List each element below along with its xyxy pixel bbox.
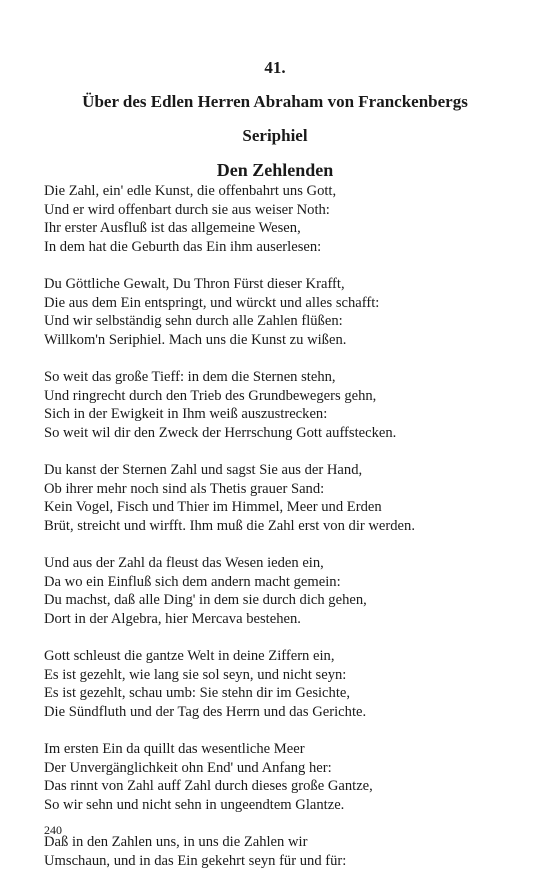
verse-line: So wir sehn und nicht sehn in ungeendtem Glantze. bbox=[44, 796, 345, 813]
poem-number: 41. bbox=[264, 58, 286, 77]
page-number: 240 bbox=[44, 823, 62, 837]
poem-body bbox=[44, 182, 514, 889]
stanza bbox=[44, 461, 514, 535]
poem-dedication: Den Zehlenden bbox=[216, 160, 334, 180]
verse-line: Es ist gezehlt, wie lang sie sol seyn, und nicht seyn: bbox=[44, 666, 347, 683]
verse-line: In dem hat die Geburth das Ein ihm auserlesen: bbox=[44, 238, 322, 255]
verse-line: Und wir selbständig sehn durch alle Zahlen flüßen: bbox=[44, 313, 343, 329]
verse-line: So weit das große Tieff: in dem die Sternen stehn, bbox=[44, 369, 336, 385]
verse-line: Ob ihrer mehr noch sind als Thetis grauer Sand: bbox=[44, 480, 325, 497]
verse-line: Daß in den Zahlen uns, in uns die Zahlen wir bbox=[44, 834, 308, 850]
verse-line: Und ringrecht durch den Trieb des Grundbewegers gehn, bbox=[44, 387, 377, 404]
verse-line: Die aus dem Ein entspringt, und würckt und alles schafft: bbox=[44, 294, 380, 311]
stanza bbox=[44, 275, 514, 349]
verse-line: Kein Vogel, Fisch und Thier im Himmel, Meer und Erden bbox=[44, 499, 382, 515]
verse-line: Willkom'n Seriphiel. Mach uns die Kunst zu wißen. bbox=[44, 331, 347, 348]
verse-line: Sich in der Ewigkeit in Ihm weiß auszustrecken: bbox=[44, 406, 328, 422]
verse-line: Umschaun, und in das Ein gekehrt seyn für und für: bbox=[44, 852, 347, 869]
stanza bbox=[44, 368, 514, 442]
verse-line: Gott schleust die gantze Welt in deine Ziffern ein, bbox=[44, 648, 335, 664]
verse-line: Dort in der Algebra, hier Mercava bestehen. bbox=[44, 610, 301, 627]
stanza bbox=[44, 740, 514, 814]
poem-subtitle: Seriphiel bbox=[242, 126, 308, 145]
verse-line: Das rinnt von Zahl auff Zahl durch dieses große Gantze, bbox=[44, 778, 373, 794]
verse-line: So weit wil dir den Zweck der Herrschung Gott auffstecken. bbox=[44, 424, 397, 441]
verse-line: Da wo ein Einfluß sich dem andern macht gemein: bbox=[44, 573, 341, 590]
stanza bbox=[44, 554, 514, 628]
stanza bbox=[44, 182, 514, 256]
verse-line: Der Unvergänglichkeit ohn End' und Anfang her: bbox=[44, 759, 332, 776]
verse-line: Du Göttliche Gewalt, Du Thron Fürst dieser Krafft, bbox=[44, 276, 345, 292]
verse-line: Du kanst der Sternen Zahl und sagst Sie aus der Hand, bbox=[44, 462, 363, 478]
verse-line: Und aus der Zahl da fleust das Wesen ieden ein, bbox=[44, 555, 324, 571]
verse-line: Und er wird offenbart durch sie aus weiser Noth: bbox=[44, 201, 330, 218]
verse-line: Die Sündfluth und der Tag des Herrn und das Gerichte. bbox=[44, 703, 367, 720]
verse-line: Du machst, daß alle Ding' in dem sie durch dich gehen, bbox=[44, 592, 367, 608]
verse-line: Ihr erster Ausfluß ist das allgemeine Wesen, bbox=[44, 220, 301, 236]
verse-line: Es ist gezehlt, schau umb: Sie stehn dir im Gesichte, bbox=[44, 685, 351, 701]
verse-line: Brüt, streicht und wirfft. Ihm muß die Zahl erst von dir werden. bbox=[44, 517, 415, 534]
poem-title: Über des Edlen Herren Abraham von Franckenbergs bbox=[82, 92, 468, 111]
stanza bbox=[44, 647, 514, 721]
verse-line: Im ersten Ein da quillt das wesentliche Meer bbox=[44, 741, 305, 757]
verse-line: Die Zahl, ein' edle Kunst, die offenbahrt uns Gott, bbox=[44, 183, 337, 199]
stanza bbox=[44, 833, 514, 870]
